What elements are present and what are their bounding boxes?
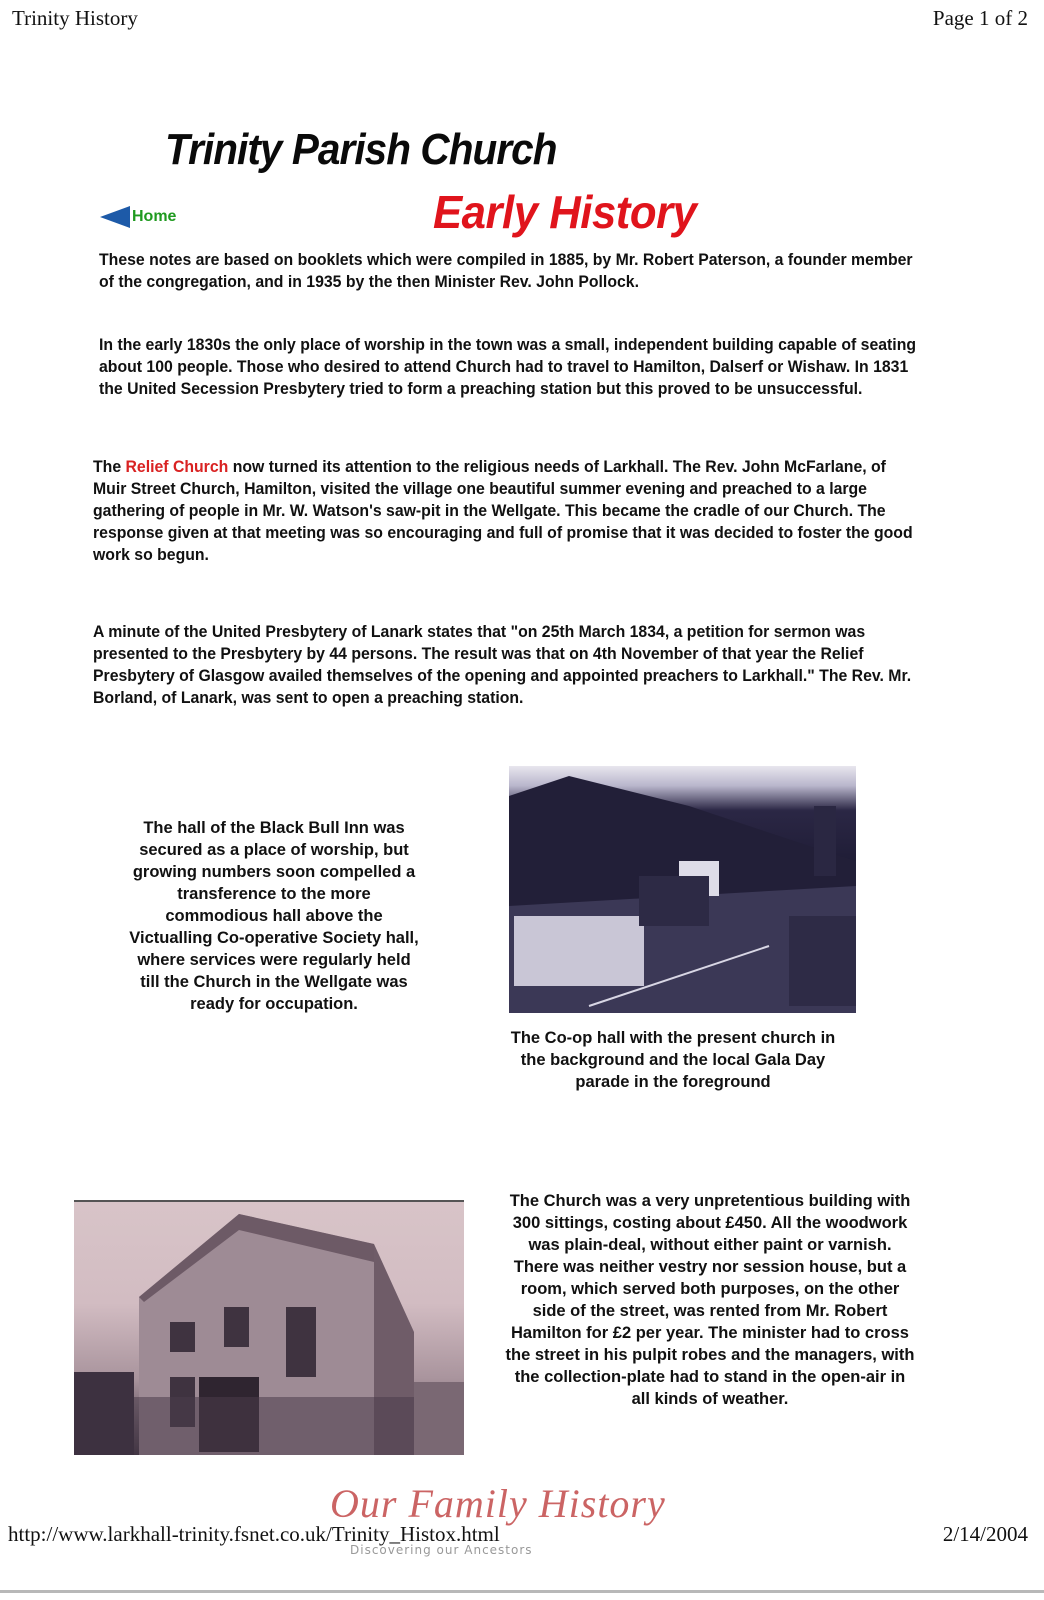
print-header-title: Trinity History	[12, 6, 138, 30]
paragraph-text: The	[93, 457, 126, 476]
home-link[interactable]	[100, 206, 176, 228]
church-building-image-icon	[74, 1202, 464, 1455]
church-building-photo	[74, 1200, 464, 1455]
site-title: Trinity Parish Church	[165, 125, 557, 174]
left-arrow-icon	[100, 206, 130, 228]
black-bull-inn-text: The hall of the Black Bull Inn was secured as a place of worship, but growing numbers soon compelled a transference to the more commodious hall above the Victualling Co-operative Society hall, where services were regularly held till the Church in the Wellgate was ready for occupation.	[129, 819, 419, 1013]
church-description-text: The Church was a very unpretentious building with 300 sittings, costing about £450. All the woodwork was plain-deal, without either paint or varnish. There was neither vestry nor session house, but a room, which served both purposes, on the other side of the street, was rented from Mr. Robert Hamilton for £2 per year. The minister had to cross the street in his pulpit robes and the managers, with the collection-plate had to stand in the open-air in all kinds of weather.	[505, 1192, 915, 1408]
footer-url: http://www.larkhall-trinity.fsnet.co.uk/Trinity_Histox.html	[8, 1522, 500, 1546]
watermark-title: Our Family History	[330, 1481, 666, 1526]
coop-hall-photo	[509, 766, 856, 1013]
home-link-label: Home	[132, 208, 177, 225]
intro-paragraph: These notes are based on booklets which were compiled in 1885, by Mr. Robert Paterson, a founder member of the congregation, and in 1935 by the then Minister Rev. John Pollock.	[99, 250, 913, 291]
relief-church-link[interactable]: Relief Church	[125, 457, 229, 476]
early-1830s-paragraph: In the early 1830s the only place of worship in the town was a small, independent building capable of seating about 100 people. Those who desired to attend Church had to travel to Hamilton, Dalserf or Wishaw. In 1831 the United Secession Presbytery tried to form a preaching station but this proved to be unsuccessful.	[99, 335, 917, 398]
footer-date: 2/14/2004	[942, 1522, 1028, 1546]
print-header-page-number: Page 1 of 2	[932, 6, 1028, 30]
relief-church-paragraph	[93, 456, 921, 566]
presbytery-minute-paragraph: A minute of the United Presbytery of Lanark states that "on 25th March 1834, a petition for sermon was presented to the Presbytery by 44 persons. The result was that on 4th November of that year the Relief Presbytery of Glasgow availed themselves of the opening and appointed preachers to Larkhall." The Rev. Mr. Borland, of Lanark, was sent to open a preaching station.	[93, 622, 912, 707]
street-parade-image-icon	[509, 766, 856, 1013]
paragraph-text: now turned its attention to the religious needs of Larkhall. The Rev. John McFarlane, of Muir Street Church, Hamilton, visited the village one beautiful summer evening and preached to a large gathering of people in Mr. W. Watson's saw-pit in the Wellgate. This became the cradle of our Church. The response given at that meeting was so encouraging and full of promise that it was decided to foster the good work so begun.	[93, 457, 913, 564]
coop-hall-caption: The Co-op hall with the present church in the background and the local Gala Day parade in the foreground	[510, 1029, 836, 1091]
page-title: Early History	[433, 186, 697, 238]
watermark-subtitle: Discovering our Ancestors	[350, 1543, 533, 1557]
bottom-divider	[0, 1590, 1044, 1593]
